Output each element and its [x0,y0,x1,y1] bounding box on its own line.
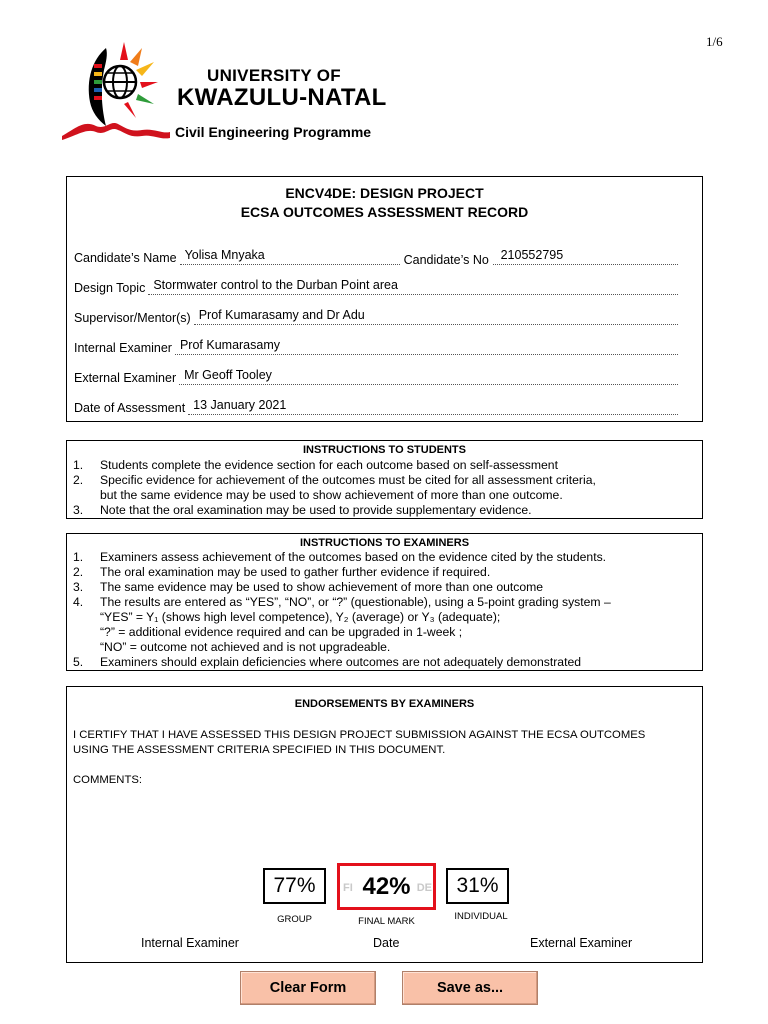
list-item: 3. Note that the oral examination may be used to provide supplementary evidence. [73,503,532,517]
field-label: Date of Assessment [74,401,186,415]
examiner-instructions-list [73,550,698,670]
candidate-name-input[interactable] [180,250,678,265]
certification-line2: USING THE ASSESSMENT CRITERIA SPECIFIED IN THIS DOCUMENT. [73,744,446,756]
list-item: “NO” = outcome not achieved and is not upgradeable. [100,640,391,654]
field-design-topic [74,277,678,295]
list-item: 1. Examiners assess achievement of the outcomes based on the evidence cited by the students. [73,550,607,564]
date-of-assessment-input[interactable] [188,400,678,415]
final-mark-faint-prefix: FI [343,882,353,894]
university-name-line1: UNIVERSITY OF [207,66,341,85]
group-mark-field[interactable]: 77% [263,868,326,904]
endorsements-box [66,686,703,963]
field-label: Supervisor/Mentor(s) [74,311,191,325]
assessment-record-box [66,176,703,422]
field-value: Mr Geoff Tooley [184,368,272,382]
individual-mark-field[interactable]: 31% [446,868,509,904]
field-value: 13 January 2021 [193,398,287,412]
final-mark-faint-suffix: DE [416,882,432,894]
page-number: 1/6 [706,34,723,49]
date-label: Date [373,936,400,950]
list-item: 2. Specific evidence for achievement of the outcomes must be cited for all assessment criteria, [73,473,596,487]
field-value: Stormwater control to the Durban Point area [153,278,398,292]
student-instructions-box [66,440,703,519]
list-item: “?” = additional evidence required and can be upgraded in 1-week ; [100,625,463,639]
external-examiner-input[interactable] [179,370,678,385]
field-label: Candidate’s Name [74,251,177,265]
field-label: Design Topic [74,281,146,295]
save-as-button[interactable]: Save as... [402,971,538,1005]
list-item: 1. Students complete the evidence section for each outcome based on self-assessment [73,458,558,472]
internal-examiner-signature-label: Internal Examiner [141,936,239,950]
record-title: ENCV4DE: DESIGN PROJECT [285,185,484,201]
comments-field[interactable] [73,791,696,861]
certification-line1: I CERTIFY THAT I HAVE ASSESSED THIS DESIGN PROJECT SUBMISSION AGAINST THE ECSA OUTCOMES [73,729,646,741]
student-instructions-list [73,458,698,518]
university-logo [62,40,172,140]
candidate-no-label: Candidate’s No [401,253,492,267]
individual-mark-label: INDIVIDUAL [454,911,508,922]
internal-examiner-input[interactable] [175,340,678,355]
final-mark-value: 42% [362,872,411,900]
list-item: 5. Examiners should explain deficiencies where outcomes are not adequately demonstrated [73,655,582,669]
design-topic-input[interactable] [148,280,678,295]
list-item: 2. The oral examination may be used to gather further evidence if required. [73,565,491,579]
field-date-of-assessment [74,397,678,415]
endorsements-heading: ENDORSEMENTS BY EXAMINERS [294,698,475,710]
clear-form-button[interactable]: Clear Form [240,971,376,1005]
supervisor-input[interactable] [194,310,678,325]
field-label: Internal Examiner [74,341,172,355]
field-value: Prof Kumarasamy and Dr Adu [198,308,365,322]
final-mark-label: FINAL MARK [358,916,415,927]
comments-label: COMMENTS: [73,774,143,786]
group-mark-label: GROUP [277,914,312,925]
field-label: External Examiner [74,371,177,385]
record-subtitle: ECSA OUTCOMES ASSESSMENT RECORD [240,204,529,220]
field-internal-examiner [74,337,678,355]
field-value: Yolisa Mnyaka [184,248,265,262]
university-name-line2: KWAZULU-NATAL [177,84,387,111]
examiner-instructions-heading: INSTRUCTIONS TO EXAMINERS [299,537,470,549]
examiner-instructions-box [66,533,703,671]
field-value: Prof Kumarasamy [179,338,280,352]
candidate-no-input[interactable]: 210552795 [500,248,564,262]
field-external-examiner [74,367,678,385]
final-mark-field[interactable] [337,863,436,910]
programme-name: Civil Engineering Programme [175,124,372,140]
external-examiner-signature-label: External Examiner [530,936,633,950]
student-instructions-heading: INSTRUCTIONS TO STUDENTS [303,444,466,456]
list-item: 4. The results are entered as “YES”, “NO”, or “?” (questionable), using a 5-point grading system – [73,595,611,609]
list-item: 3. The same evidence may be used to show achievement of more than one outcome [73,580,544,594]
list-item: “YES” = Y₁ (shows high level competence), Y₂ (average) or Y₃ (adequate); [100,610,501,624]
field-supervisor [74,307,678,325]
list-item: but the same evidence may be used to show achievement of more than one outcome. [100,488,563,502]
field-candidate-name [74,247,678,265]
